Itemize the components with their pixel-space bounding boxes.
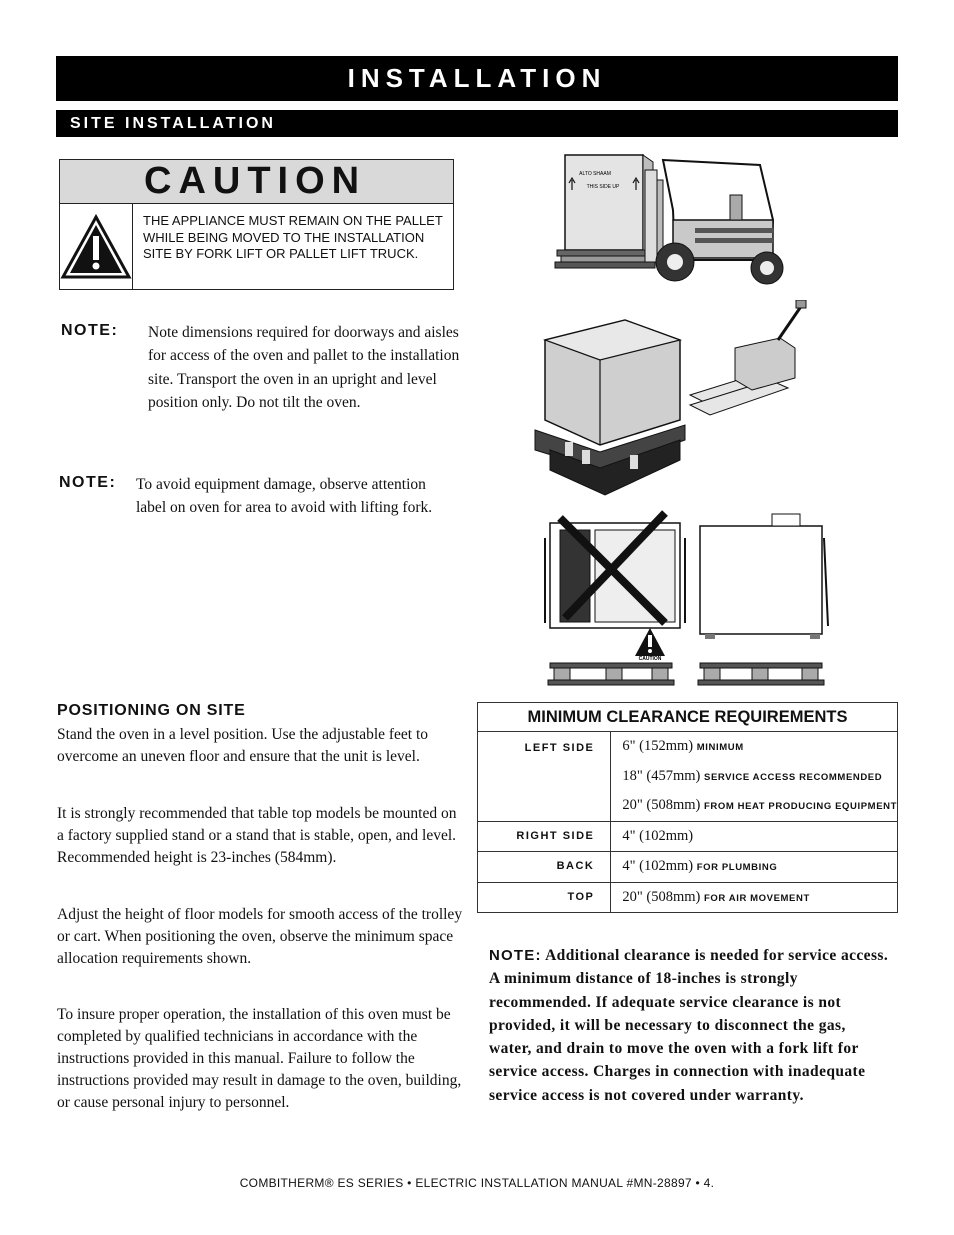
paragraph: Stand the oven in a level position. Use the adjustable feet to overcome an uneven floor and ensure that the unit is level. bbox=[57, 726, 429, 765]
clearance-value: 20" (508mm) bbox=[622, 888, 701, 905]
table-row bbox=[478, 852, 898, 883]
note-text: To avoid equipment damage, observe attention label on oven for area to avoid with lifting fork. bbox=[136, 476, 433, 517]
caution-text: THE APPLIANCE MUST REMAIN ON THE PALLET WHILE BEING MOVED TO THE INSTALLATION SITE BY FORK LIFT OR PALLET LIFT TRUCK. bbox=[143, 213, 443, 261]
section-title: INSTALLATION bbox=[56, 56, 898, 101]
table-row bbox=[478, 882, 898, 913]
clearance-value: 4" (102mm) bbox=[622, 827, 694, 844]
table-row bbox=[478, 821, 898, 852]
crate-brand-label: ALTO SHAAM bbox=[579, 171, 611, 177]
clearance-note: SERVICE ACCESS RECOMMENDED bbox=[704, 771, 883, 783]
caution-heading: CAUTION bbox=[60, 160, 453, 204]
clearance-value: 18" (457mm) bbox=[622, 767, 701, 784]
row-label: LEFT SIDE bbox=[478, 732, 611, 822]
clearance-value: 6" (152mm) bbox=[622, 738, 694, 754]
clearance-note: MINIMUM bbox=[696, 742, 744, 753]
clearance-note: FOR PLUMBING bbox=[696, 862, 778, 873]
clearance-value: 4" (102mm) bbox=[622, 858, 694, 874]
service-note bbox=[489, 944, 889, 1107]
clearance-note: FOR AIR MOVEMENT bbox=[704, 892, 810, 904]
section-heading: POSITIONING ON SITE bbox=[57, 702, 246, 719]
note-label: NOTE: bbox=[61, 322, 119, 339]
oven-lifting-illustration bbox=[540, 508, 840, 688]
table-row bbox=[478, 732, 898, 822]
clearance-note: FROM HEAT PRODUCING EQUIPMENT bbox=[704, 801, 897, 812]
row-label: BACK bbox=[478, 852, 611, 883]
pallet-truck-illustration bbox=[520, 300, 810, 500]
paragraph: Adjust the height of floor models for smooth access of the trolley or cart. When positioning the oven, observe the minimum space allocation requirements shown. bbox=[57, 906, 463, 967]
warning-triangle-icon bbox=[60, 204, 133, 289]
subsection-title: SITE INSTALLATION bbox=[56, 110, 898, 137]
paragraph: It is strongly recommended that table top models be mounted on a factory supplied stand or a stand that is stable, open, and level. Recommended height is 23-inches (584mm). bbox=[57, 805, 457, 866]
row-label: RIGHT SIDE bbox=[478, 821, 611, 852]
clearance-table bbox=[477, 702, 898, 913]
crate-orientation-label: THIS SIDE UP bbox=[586, 184, 620, 190]
note-label: NOTE: bbox=[489, 947, 542, 964]
oven-caution-label: CAUTION bbox=[638, 656, 662, 662]
table-title: MINIMUM CLEARANCE REQUIREMENTS bbox=[478, 703, 898, 732]
note-text: Additional clearance is needed for service access. A minimum distance of 18-inches is strongly recommended. If adequate service clearance is not provided, it will be necessary to disconnect the gas, water, and drain to move the oven with a fork lift for service access. Charges in connection with inadequate service access is not covered under warranty. bbox=[489, 947, 889, 1104]
forklift-illustration bbox=[545, 150, 800, 300]
note-label: NOTE: bbox=[59, 474, 117, 491]
clearance-value: 20" (508mm) bbox=[622, 797, 701, 813]
paragraph: To insure proper operation, the installation of this oven must be completed by qualified technicians in accordance with the instructions provided in this manual. Failure to follow the instructions provided may result in damage to the oven, building, or cause personal injury to personnel. bbox=[57, 1006, 462, 1111]
page-footer: COMBITHERM® ES SERIES • ELECTRIC INSTALLATION MANUAL #MN-28897 • 4. bbox=[239, 1176, 715, 1190]
row-label: TOP bbox=[478, 882, 611, 913]
note-text: Note dimensions required for doorways and aisles for access of the oven and pallet to the installation site. Transport the oven in an upright and level position only. Do not tilt the oven. bbox=[148, 324, 460, 411]
caution-box bbox=[59, 159, 454, 290]
